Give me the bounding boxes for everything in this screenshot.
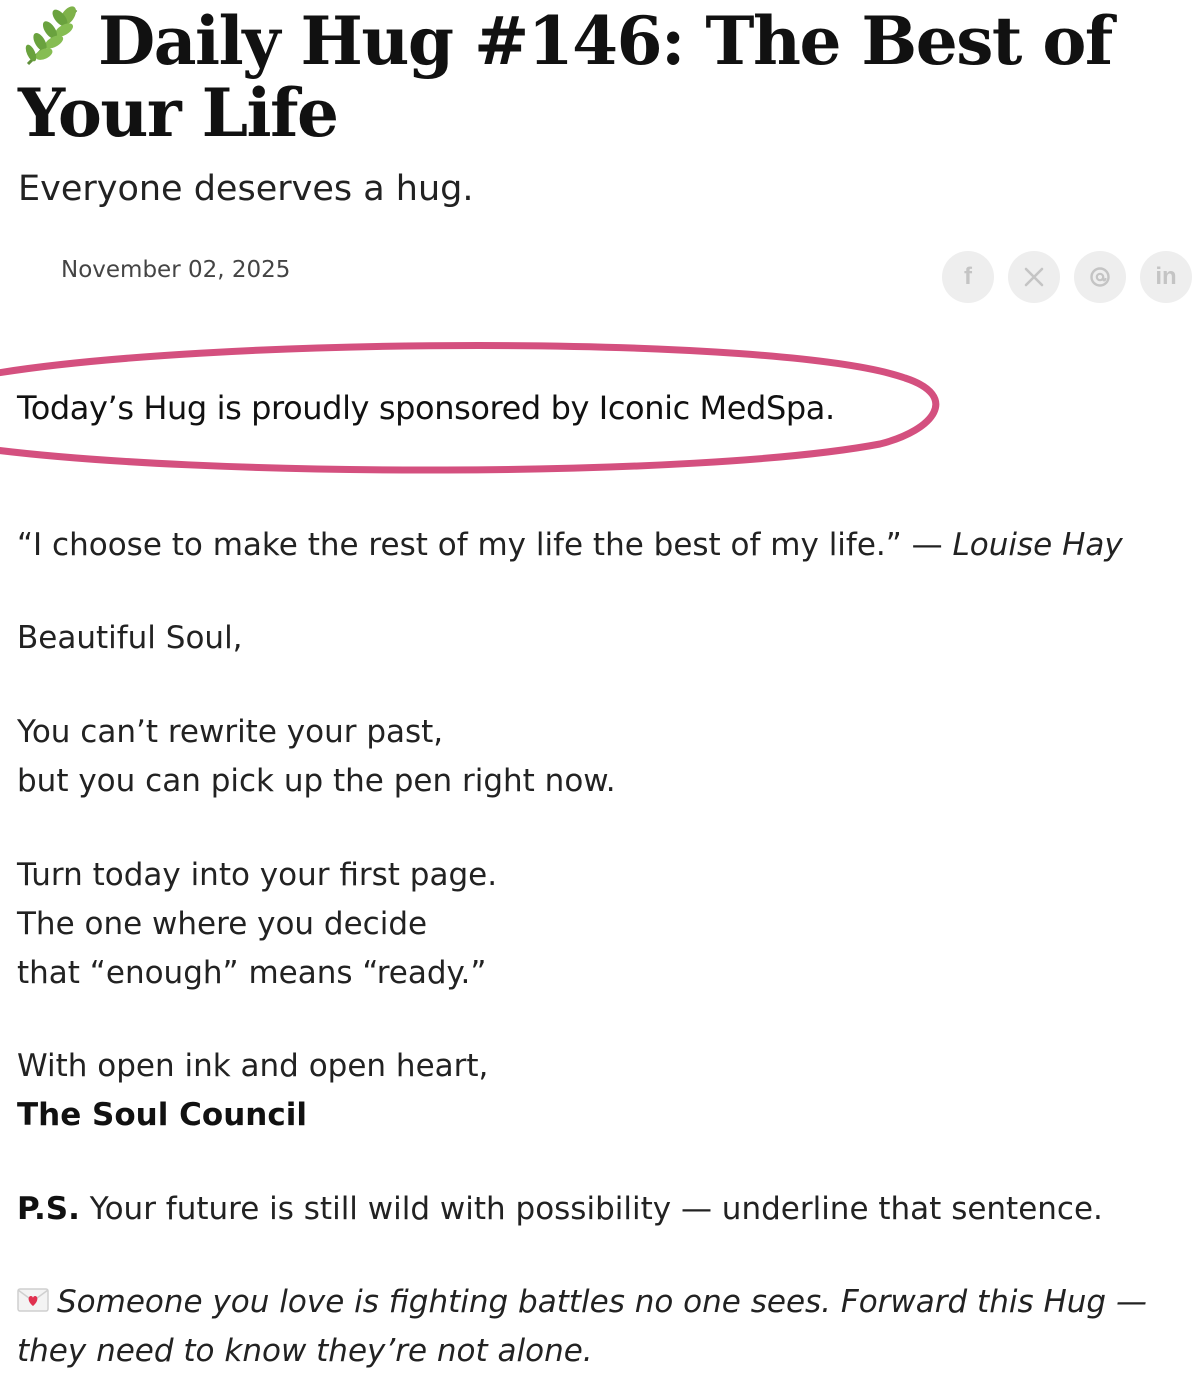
article-subtitle: Everyone deserves a hug. bbox=[18, 169, 474, 209]
ps-text: Your future is still wild with possibility — underline that sentence. bbox=[79, 1191, 1103, 1227]
forward-note bbox=[17, 1278, 1187, 1376]
share-threads-button[interactable] bbox=[1074, 251, 1126, 303]
quote bbox=[17, 521, 1123, 570]
stanza-2-line-1: Turn today into your first page. bbox=[17, 857, 498, 893]
signature: The Soul Council bbox=[17, 1097, 307, 1133]
sponsor-text: Today’s Hug is proudly sponsored by Iconic MedSpa. bbox=[17, 389, 835, 427]
x-icon bbox=[1023, 266, 1045, 288]
quote-author: Louise Hay bbox=[952, 527, 1123, 563]
herb-icon bbox=[18, 4, 84, 70]
share-x-button[interactable] bbox=[1008, 251, 1060, 303]
love-letter-icon bbox=[17, 1278, 49, 1302]
share-linkedin-button[interactable] bbox=[1140, 251, 1192, 303]
postscript bbox=[17, 1185, 1103, 1234]
publish-date: November 02, 2025 bbox=[61, 257, 291, 283]
greeting: Beautiful Soul, bbox=[17, 620, 243, 656]
share-bar bbox=[942, 251, 1192, 303]
sponsor-callout bbox=[0, 338, 950, 478]
forward-text: Someone you love is fighting battles no one sees. Forward this Hug — they need to know they’re not alone. bbox=[17, 1284, 1147, 1369]
ps-label: P.S. bbox=[17, 1191, 80, 1227]
signoff: With open ink and open heart, bbox=[17, 1048, 489, 1084]
facebook-icon: f bbox=[964, 263, 972, 290]
article-title-text: Daily Hug #146: The Best of Your Life bbox=[18, 2, 1112, 152]
stanza-2-line-3: that “enough” means “ready.” bbox=[17, 955, 487, 991]
stanza-1-line-2: but you can pick up the pen right now. bbox=[17, 763, 616, 799]
stanza-2-line-2: The one where you decide bbox=[17, 906, 428, 942]
threads-icon bbox=[1088, 265, 1112, 289]
quote-text: “I choose to make the rest of my life the best of my life.” — bbox=[17, 527, 953, 563]
article-title bbox=[18, 2, 1188, 152]
stanza-1-line-1: You can’t rewrite your past, bbox=[17, 714, 444, 750]
linkedin-icon: in bbox=[1155, 263, 1177, 290]
share-facebook-button[interactable] bbox=[942, 251, 994, 303]
